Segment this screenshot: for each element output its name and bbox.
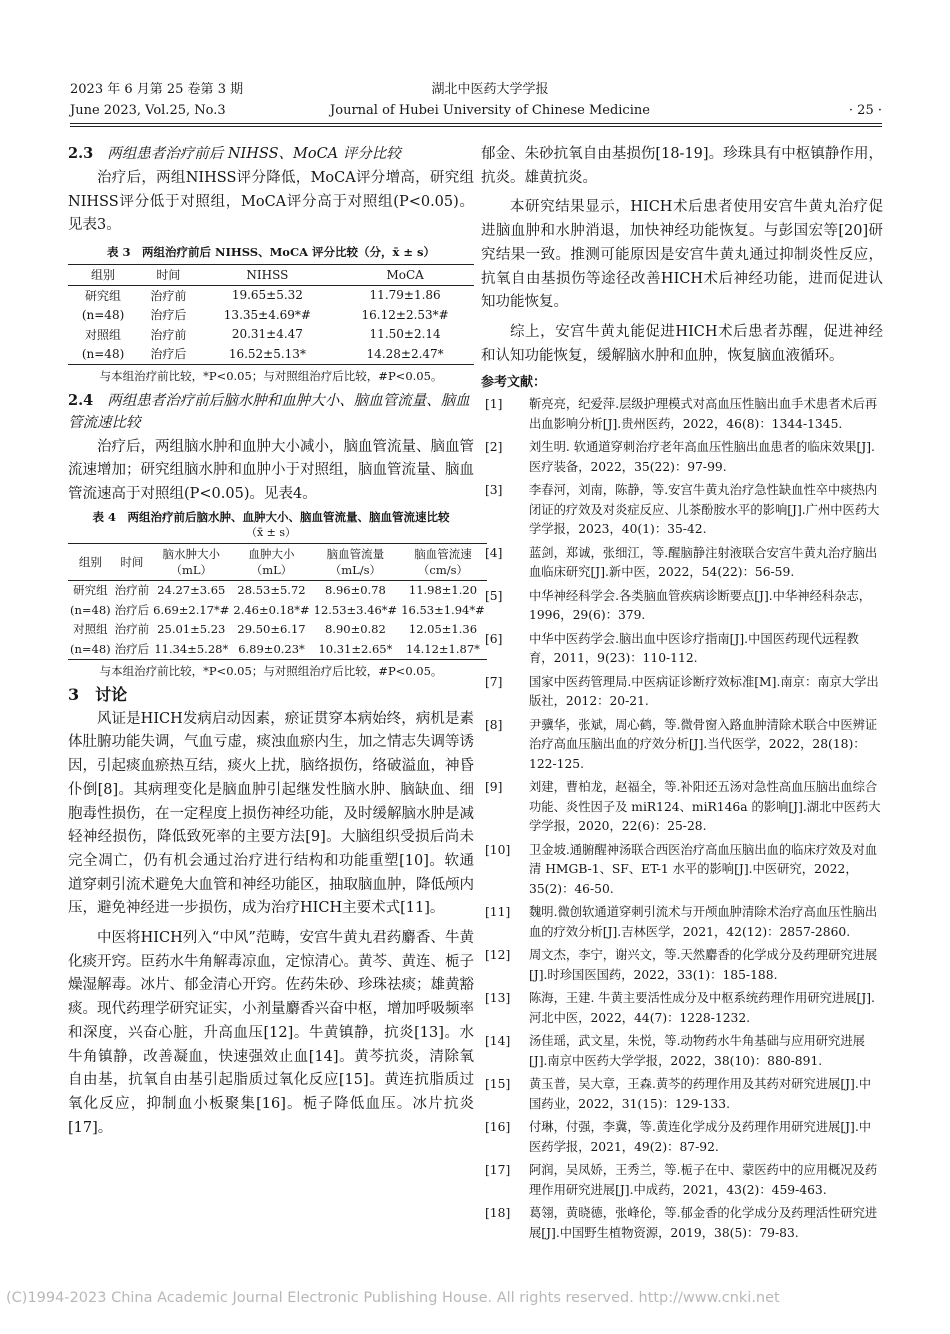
table3	[68, 264, 474, 365]
reference-item: [3] 李春河，刘南，陈静，等.安宫牛黄丸治疗急性缺血性卒中痰热内闭证的疗效及对炎症反应、儿茶酚胺水平的影响[J].广州中医药大学学报，2023，40(1)：35-42.	[485, 483, 880, 537]
issue-cn: 2023 年 6 月第 25 卷第 3 期	[70, 82, 244, 97]
table4-header: 组别	[78, 554, 102, 569]
reference-item: [15] 黄玉普，吴大章，王森.黄芩的药理作用及其药对研究进展[J].中国药业，2022，31(15)：129-133.	[485, 1077, 872, 1111]
reference-item: [16] 付琳，付强，李冀，等.黄连化学成分及药理作用研究进展[J].中医药学报，2021，49(2)：87-92.	[485, 1120, 872, 1154]
table3-note: 与本组治疗前比较，*P<0.05；与对照组治疗后比较，#P<0.05。	[99, 368, 443, 383]
reference-item: [11] 魏明.微创软通道穿刺引流术与开颅血肿清除术治疗高血压性脑出血的疗效分析[J].吉林医学，2021，42(12)：2857-2860.	[485, 905, 878, 939]
left-column	[68, 143, 485, 1140]
table3-header: 组别	[91, 268, 116, 283]
table-row: (n=48) 治疗后 13.35±4.69*# 16.12±2.53*#	[81, 307, 449, 323]
reference-item: [8] 尹骥华，张斌，周心鹤，等.微骨窗入路血肿清除术联合中医辨证治疗高血压脑出血的疗效分析[J].当代医学，2022，28(18)：122-125.	[485, 717, 878, 771]
table-row: (n=48) 治疗后 11.34±5.28* 6.89±0.23* 10.31±2.65* 14.12±1.87*	[68, 639, 487, 659]
reference-item: [2] 刘生明. 软通道穿刺治疗老年高血压性脑出血患者的临床效果[J].医疗装备，2022，35(22)：97-99.	[485, 440, 875, 474]
table3-header: MoCA	[386, 267, 424, 282]
section-2-3-text: 治疗后，两组NIHSS评分降低，MoCA评分增高，研究组NIHSS评分低于对照组，MoCA评分高于对照组(P<0.05)。见表3。	[68, 170, 474, 234]
reference-item: [5] 中华神经科学会.各类脑血管疾病诊断要点[J].中华神经科杂志，1996，29(6)：379.	[485, 588, 872, 623]
journal-title-en: Journal of Hubei University of Chinese Medicine	[330, 103, 650, 118]
reference-item: [7] 国家中医药管理局.中医病证诊断疗效标准[M].南京：南京大学出版社，2012：20-21.	[485, 674, 879, 709]
table-row: 对照组 治疗前 25.01±5.23 29.50±6.17 8.90±0.82 12.05±1.36	[73, 622, 478, 637]
reference-item: [9] 刘建，曹柏龙，赵福全，等.补阳还五汤对急性高血压脑出血综合功能、炎性因子及 miR124、miR146a 的影响[J].湖北中医药大学学报，2020，22(6)：25-28.	[485, 780, 881, 834]
table3-header: 时间	[156, 268, 181, 283]
table3-header: NIHSS	[246, 267, 289, 282]
table3-caption: 表 3 两组治疗前后 NIHSS、MoCA 评分比较（分，x̄ ± s）	[106, 245, 436, 260]
reference-item: [6] 中华中医药学会.脑出血中医诊疗指南[J].中国医药现代远程教育，2011，9(23)：110-112.	[485, 631, 859, 666]
section-3-para-2: 中医将HICH列入“中风”范畴，安宫牛黄丸君药麝香、牛黄化痰开窍。臣药水牛角解毒凉血，定惊清心。黄芩、黄连、栀子燥湿解毒。冰片、郁金清心开窍。佐药朱砂、珍珠祛痰；雄黄豁痰。现代药理学研究证实，小剂量麝香兴奋中枢，增加呼吸频率和深度，兴奋心脏，升高血压[12]。牛黄镇静，抗炎[13]。水牛角镇静，改善凝血，快速强效止血[14]。黄芩抗炎，清除氧自由基，抗氧自由基引起脂质过氧化反应[15]。黄连抗脂质过氧化反应，抑制血小板聚集[16]。栀子降低血压。冰片抗炎[17]。	[68, 930, 474, 1136]
section-2-4-heading: 2.4 两组患者治疗前后脑水肿和血肿大小、脑血管流量、脑血管流速比较	[68, 391, 470, 431]
table-row: 研究组 治疗前 19.65±5.32 11.79±1.86	[85, 288, 441, 303]
right-column	[481, 143, 883, 1247]
section-3-para-4: 本研究结果显示，HICH术后患者使用安宫牛黄丸治疗促进脑血肿和水肿消退，加快神经功能恢复。与彭国宏等[20]研究结果一致。推测可能原因是安宫牛黄丸通过抑制炎性反应，抗氧自由基损伤等途径改善HICH术后神经功能，进而促进认知功能恢复。	[481, 199, 883, 311]
references-title: 参考文献：	[481, 375, 547, 391]
section-3-para-5: 综上，安宫牛黄丸能促进HICH术后患者苏醒，促进神经和认知功能恢复，缓解脑水肿和血肿，恢复脑血液循环。	[481, 323, 883, 364]
header-rule-thin	[70, 126, 882, 127]
section-3-heading: 3 讨论	[68, 684, 128, 704]
table-row: 研究组 治疗前 24.27±3.65 28.53±5.72 8.96±0.78 11.98±1.20	[73, 583, 478, 598]
table-row: (n=48) 治疗后 6.69±2.17*# 2.46±0.18*# 12.53±3.46*# 16.53±1.94*#	[70, 602, 485, 617]
table4-note: 与本组治疗前比较，*P<0.05；与对照组治疗后比较，#P<0.05。	[99, 663, 443, 678]
reference-item: [13] 陈海，王建. 牛黄主要活性成分及中枢系统药理作用研究进展[J].河北中医，2022，44(7)：1228-1232.	[485, 991, 875, 1025]
reference-list	[481, 395, 883, 1243]
table4-header: 脑血管流量（mL/s）	[326, 546, 385, 577]
reference-item: [18] 葛翎，黄晓德，张峰伦，等.郁金香的化学成分及药理活性研究进展[J].中国野生植物资源，2019，38(5)：79-83.	[485, 1206, 878, 1240]
table-row: (n=48) 治疗后 16.52±5.13* 14.28±2.47*	[68, 344, 474, 364]
table4-caption-sub: （x̄ ± s）	[245, 525, 297, 539]
table4-caption: 表 4 两组治疗前后脑水肿、血肿大小、脑血管流量、脑血管流速比较	[92, 509, 450, 524]
section-3-para-1: 风证是HICH发病启动因素，瘀证贯穿本病始终，病机是素体肚腑功能失调，气血亏虚，痰浊血瘀内生，加之情志失调等诱因，引起痰血瘀热互结，痰火上扰，脑络损伤，络破溢血，神昏仆倒[8]。其病理变化是脑血肿引起继发性脑水肿、脑缺血、细胞毒性损伤，在一定程度上损伤神经功能，及时缓解脑水肿是减轻神经损伤，降低致死率的主要方法[9]。大脑组织受损后尚未完全凋亡，仍有机会通过治疗进行结构和功能重塑[10]。软通道穿刺引流术避免大血管和神经功能区，抽取脑血肿，降低颅内压，避免神经进一步损伤，成为治疗HICH主要术式[11]。	[68, 710, 474, 917]
reference-item: [10] 卫金坡.通腑醒神汤联合西医治疗高血压脑出血的临床疗效及对血清 HMGB-1、SF、ET-1 水平的影响[J].中医研究，2022，35(2)：46-50.	[485, 842, 878, 896]
table4-header: 脑血管流速（cm/s）	[414, 546, 472, 577]
header-rule	[70, 123, 882, 124]
table4-header: 血肿大小（mL）	[248, 546, 295, 577]
issue-en: June 2023, Vol.25, No.3	[70, 103, 226, 118]
table4	[68, 543, 487, 660]
section-2-3-heading: 2.3 两组患者治疗前后 NIHSS、MoCA 评分比较	[68, 145, 401, 162]
table4-header: 时间	[120, 554, 144, 569]
reference-item: [4] 蓝剑，郑诚，张细江，等.醒脑静注射液联合安宫牛黄丸治疗脑出血临床研究[J].新中医，2022，54(22)：56-59.	[485, 545, 878, 580]
copyright-footer: (C)1994-2023 China Academic Journal Electronic Publishing House. All rights reserved. http://www.cnki.net	[6, 1290, 780, 1306]
section-2-4-text: 治疗后，两组脑水肿和血肿大小减小，脑血管流量、脑血管流速增加；研究组脑水肿和血肿小于对照组，脑血管流量、脑血管流速高于对照组(P<0.05)。见表4。	[68, 438, 474, 503]
table4-header: 脑水肿大小（mL）	[162, 546, 221, 577]
section-3-para-3: 郁金、朱砂抗氧自由基损伤[18-19]。珍珠具有中枢镇静作用，抗炎。雄黄抗炎。	[481, 146, 883, 186]
reference-item: [1] 靳亮亮，纪爱萍.层级护理模式对高血压性脑出血手术患者术后再出血影响分析[J].贵州医药，2022，46(8)：1344-1345.	[485, 397, 878, 431]
reference-item: [12] 周文杰，李宁，谢兴文，等.天然麝香的化学成分及药理研究进展[J].时珍国医国药，2022，33(1)：185-188.	[485, 948, 878, 982]
table-row: 对照组 治疗前 20.31±4.47 11.50±2.14	[85, 327, 441, 342]
page-number: · 25 ·	[848, 103, 882, 118]
reference-item: [17] 阿润，吴凤娇，王秀兰，等.栀子在中、蒙医药中的应用概况及药理作用研究进展[J].中成药，2021，43(2)：459-463.	[485, 1163, 878, 1197]
journal-title-cn: 湖北中医药大学学报	[431, 82, 549, 97]
reference-item: [14] 汤佳瑶，武文星，朱悦，等.动物药水牛角基础与应用研究进展[J].南京中医药大学学报，2022，38(10)：880-891.	[485, 1034, 865, 1068]
